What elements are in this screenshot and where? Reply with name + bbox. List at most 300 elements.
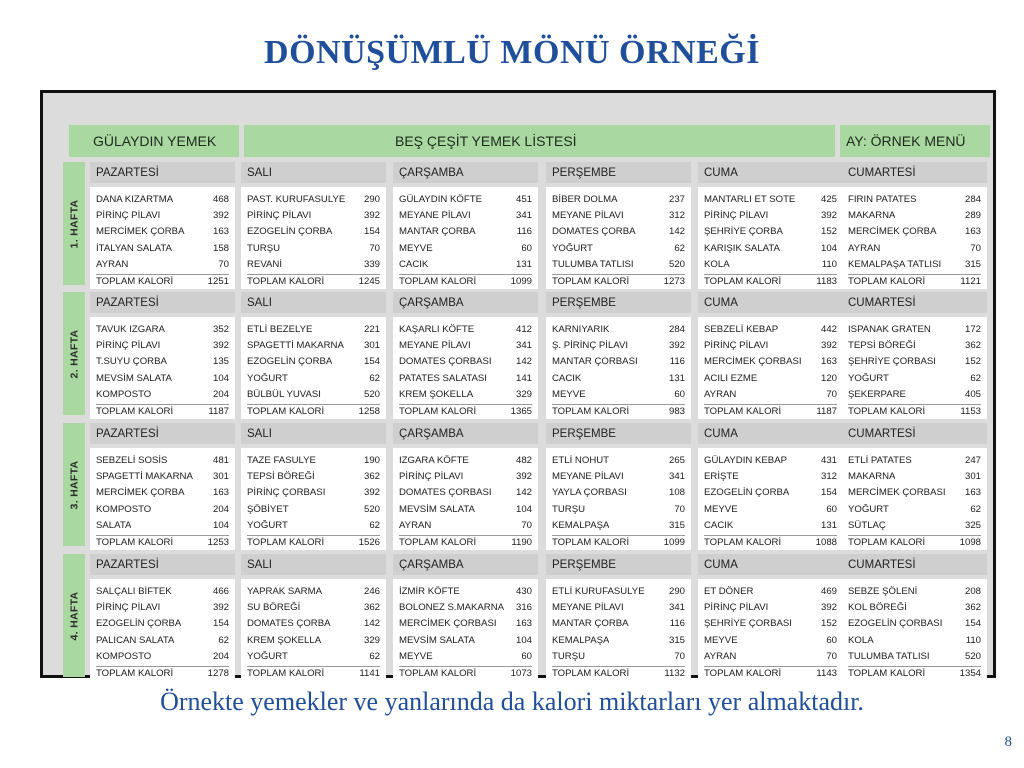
meal-name: KOLA bbox=[848, 634, 874, 646]
day-column bbox=[393, 554, 538, 680]
meal-item bbox=[704, 599, 837, 615]
meal-item bbox=[848, 191, 981, 207]
meal-item bbox=[704, 452, 837, 468]
meal-name: ETLİ KURUFASULYE bbox=[552, 585, 645, 597]
meal-item bbox=[247, 485, 380, 501]
meal-calories: 60 bbox=[826, 503, 837, 515]
meal-name: TULUMBA TATLISI bbox=[552, 259, 634, 271]
total-calories-value: 1245 bbox=[358, 276, 380, 288]
meal-item bbox=[848, 599, 981, 615]
meal-name: PALICAN SALATA bbox=[96, 634, 175, 646]
meal-calories: 135 bbox=[212, 356, 229, 368]
meal-name: EZOGELİN ÇORBA bbox=[247, 356, 333, 368]
total-calories-label: TOPLAM KALORİ bbox=[848, 406, 926, 418]
meal-calories: 392 bbox=[212, 340, 229, 352]
meal-calories: 204 bbox=[212, 503, 229, 515]
meal-calories: 104 bbox=[515, 503, 532, 515]
meal-name: TURŞU bbox=[552, 651, 586, 663]
meal-item bbox=[704, 321, 837, 337]
meal-calories: 431 bbox=[820, 454, 837, 466]
week-block bbox=[63, 554, 987, 680]
day-meal-list bbox=[393, 579, 538, 681]
meal-item bbox=[552, 240, 685, 256]
week-label bbox=[63, 554, 85, 677]
meal-item bbox=[399, 387, 532, 403]
meal-calories: 158 bbox=[212, 242, 229, 254]
meal-calories: 312 bbox=[820, 471, 837, 483]
day-meal-list bbox=[698, 448, 843, 550]
day-column bbox=[842, 423, 987, 549]
meal-name: SPAGETTİ MAKARNA bbox=[96, 471, 193, 483]
meal-name: MERCİMEK ÇORBA bbox=[96, 487, 185, 499]
total-calories-row bbox=[399, 274, 532, 289]
total-calories-row bbox=[247, 274, 380, 289]
day-meal-list bbox=[241, 317, 386, 419]
day-column bbox=[241, 292, 386, 418]
day-name: ÇARŞAMBA bbox=[393, 423, 538, 444]
meal-item bbox=[552, 387, 685, 403]
meal-item bbox=[848, 518, 981, 534]
meal-item bbox=[247, 501, 380, 517]
meal-calories: 163 bbox=[964, 487, 981, 499]
meal-item bbox=[848, 207, 981, 223]
total-calories-value: 1278 bbox=[207, 668, 229, 680]
total-calories-value: 1183 bbox=[816, 276, 837, 288]
meal-calories: 392 bbox=[820, 340, 837, 352]
day-column bbox=[698, 554, 843, 680]
meal-calories: 70 bbox=[369, 242, 380, 254]
meal-name: MEYVE bbox=[704, 634, 738, 646]
meal-item bbox=[247, 370, 380, 386]
meal-calories: 62 bbox=[970, 372, 981, 384]
meal-item bbox=[399, 321, 532, 337]
meal-item bbox=[247, 257, 380, 273]
meal-calories: 329 bbox=[363, 634, 380, 646]
total-calories-row bbox=[96, 274, 229, 289]
meal-name: KEMALPAŞA TATLISI bbox=[848, 259, 942, 271]
meal-name: TEPSİ BÖREĞİ bbox=[848, 340, 916, 352]
meal-item bbox=[247, 599, 380, 615]
meal-item bbox=[704, 485, 837, 501]
meal-item bbox=[552, 599, 685, 615]
day-meal-list bbox=[393, 187, 538, 289]
meal-item bbox=[848, 321, 981, 337]
meal-calories: 520 bbox=[668, 259, 685, 271]
total-calories-value: 1143 bbox=[816, 668, 837, 680]
day-meal-list bbox=[241, 187, 386, 289]
day-meal-list bbox=[842, 579, 987, 681]
total-calories-label: TOPLAM KALORİ bbox=[552, 276, 630, 288]
meal-item bbox=[399, 257, 532, 273]
day-name: SALI bbox=[241, 554, 386, 575]
meal-calories: 301 bbox=[363, 340, 380, 352]
meal-item bbox=[848, 240, 981, 256]
meal-item bbox=[96, 321, 229, 337]
meal-calories: 163 bbox=[820, 356, 837, 368]
total-calories-row bbox=[848, 274, 981, 289]
meal-calories: 142 bbox=[515, 487, 532, 499]
day-name: CUMARTESİ bbox=[842, 554, 987, 575]
meal-name: MANTAR ÇORBASI bbox=[552, 356, 638, 368]
meal-calories: 392 bbox=[363, 210, 380, 222]
meal-name: YOĞURT bbox=[247, 372, 288, 384]
total-calories-row bbox=[552, 404, 685, 419]
meal-name: T.SUYU ÇORBA bbox=[96, 356, 167, 368]
meal-name: Ş. PİRİNÇ PİLAVI bbox=[552, 340, 629, 352]
meal-name: TAVUK IZGARA bbox=[96, 323, 165, 335]
day-name: CUMA bbox=[698, 292, 843, 313]
meal-calories: 362 bbox=[964, 340, 981, 352]
total-calories-label: TOPLAM KALORİ bbox=[399, 406, 477, 418]
meal-item bbox=[552, 501, 685, 517]
total-calories-label: TOPLAM KALORİ bbox=[848, 537, 926, 549]
day-meal-list bbox=[546, 317, 691, 419]
meal-calories: 430 bbox=[515, 585, 532, 597]
meal-name: KREM ŞOKELLA bbox=[247, 634, 322, 646]
meal-item bbox=[96, 387, 229, 403]
meal-calories: 392 bbox=[212, 602, 229, 614]
day-column bbox=[842, 162, 987, 288]
meal-item bbox=[704, 354, 837, 370]
meal-item bbox=[247, 224, 380, 240]
meal-name: CACIK bbox=[399, 259, 429, 271]
total-calories-label: TOPLAM KALORİ bbox=[848, 276, 926, 288]
meal-item bbox=[96, 452, 229, 468]
meal-item bbox=[96, 337, 229, 353]
meal-name: KEMALPAŞA bbox=[552, 634, 610, 646]
day-meal-list bbox=[90, 448, 235, 550]
meal-calories: 316 bbox=[515, 602, 532, 614]
meal-name: PATATES SALATASI bbox=[399, 372, 487, 384]
meal-name: KREM ŞOKELLA bbox=[399, 389, 474, 401]
total-calories-value: 1099 bbox=[510, 276, 532, 288]
meal-calories: 301 bbox=[964, 471, 981, 483]
meal-item bbox=[96, 501, 229, 517]
meal-item bbox=[704, 387, 837, 403]
meal-calories: 425 bbox=[820, 193, 837, 205]
meal-calories: 172 bbox=[964, 323, 981, 335]
meal-calories: 520 bbox=[363, 389, 380, 401]
day-column bbox=[90, 292, 235, 418]
meal-item bbox=[399, 224, 532, 240]
meal-calories: 392 bbox=[363, 487, 380, 499]
total-calories-label: TOPLAM KALORİ bbox=[247, 276, 325, 288]
total-calories-value: 1153 bbox=[960, 406, 981, 418]
total-calories-value: 1526 bbox=[358, 537, 380, 549]
meal-calories: 104 bbox=[515, 634, 532, 646]
week-block bbox=[63, 292, 987, 418]
total-calories-label: TOPLAM KALORİ bbox=[704, 668, 782, 680]
meal-calories: 341 bbox=[515, 210, 532, 222]
meal-name: MAKARNA bbox=[848, 471, 896, 483]
meal-item bbox=[552, 616, 685, 632]
meal-name: PİRİNÇ PİLAVI bbox=[704, 602, 769, 614]
meal-name: ACILI EZME bbox=[704, 372, 758, 384]
day-column bbox=[546, 423, 691, 549]
meal-name: ŞEHRİYE ÇORBASI bbox=[704, 618, 792, 630]
meal-item bbox=[399, 337, 532, 353]
meal-calories: 392 bbox=[820, 602, 837, 614]
meal-calories: 110 bbox=[965, 634, 981, 646]
meal-calories: 208 bbox=[964, 585, 981, 597]
total-calories-row bbox=[704, 404, 837, 419]
total-calories-row bbox=[704, 274, 837, 289]
meal-item bbox=[848, 370, 981, 386]
meal-name: YOĞURT bbox=[552, 242, 593, 254]
meal-item bbox=[96, 257, 229, 273]
meal-calories: 70 bbox=[826, 389, 837, 401]
total-calories-value: 983 bbox=[668, 406, 685, 418]
meal-name: PİRİNÇ PİLAVI bbox=[96, 340, 161, 352]
meal-item bbox=[247, 649, 380, 665]
meal-calories: 520 bbox=[363, 503, 380, 515]
day-name: PAZARTESİ bbox=[90, 423, 235, 444]
day-column bbox=[393, 292, 538, 418]
day-name: ÇARŞAMBA bbox=[393, 292, 538, 313]
total-calories-row bbox=[247, 535, 380, 550]
meal-calories: 163 bbox=[515, 618, 532, 630]
meal-item bbox=[704, 468, 837, 484]
total-calories-row bbox=[247, 666, 380, 681]
meal-calories: 62 bbox=[369, 372, 380, 384]
day-name: CUMA bbox=[698, 162, 843, 183]
day-name: PAZARTESİ bbox=[90, 554, 235, 575]
total-calories-row bbox=[848, 404, 981, 419]
meal-item bbox=[552, 354, 685, 370]
meal-item bbox=[399, 649, 532, 665]
meal-calories: 412 bbox=[515, 323, 532, 335]
meal-name: ŞEHRİYE ÇORBASI bbox=[848, 356, 936, 368]
week-label bbox=[63, 162, 85, 285]
day-column bbox=[546, 554, 691, 680]
meal-name: BÜLBÜL YUVASI bbox=[247, 389, 321, 401]
week-label-text: 4. HAFTA bbox=[68, 591, 80, 640]
meal-name: YOĞURT bbox=[848, 503, 889, 515]
day-meal-list bbox=[698, 579, 843, 681]
day-meal-list bbox=[546, 187, 691, 289]
meal-name: AYRAN bbox=[848, 242, 881, 254]
meal-calories: 315 bbox=[964, 259, 981, 271]
meal-item bbox=[704, 518, 837, 534]
total-calories-row bbox=[96, 404, 229, 419]
total-calories-value: 1098 bbox=[959, 537, 981, 549]
meal-calories: 392 bbox=[668, 340, 685, 352]
meal-name: SALÇALI BİFTEK bbox=[96, 585, 172, 597]
meal-calories: 116 bbox=[669, 356, 685, 368]
meal-item bbox=[96, 599, 229, 615]
total-calories-label: TOPLAM KALORİ bbox=[704, 537, 782, 549]
meal-name: ISPANAK GRATEN bbox=[848, 323, 931, 335]
meal-item bbox=[399, 207, 532, 223]
total-calories-value: 1187 bbox=[208, 406, 229, 418]
meal-item bbox=[552, 468, 685, 484]
meal-name: PİRİNÇ PİLAVI bbox=[96, 210, 161, 222]
meal-calories: 301 bbox=[212, 471, 229, 483]
day-column bbox=[698, 162, 843, 288]
meal-calories: 265 bbox=[668, 454, 685, 466]
meal-calories: 142 bbox=[515, 356, 532, 368]
meal-item bbox=[848, 649, 981, 665]
meal-item bbox=[399, 583, 532, 599]
meal-calories: 70 bbox=[826, 651, 837, 663]
meal-item bbox=[247, 207, 380, 223]
meal-calories: 341 bbox=[515, 340, 532, 352]
meal-name: MAKARNA bbox=[848, 210, 896, 222]
meal-calories: 120 bbox=[820, 372, 837, 384]
day-meal-list bbox=[90, 317, 235, 419]
meal-item bbox=[552, 224, 685, 240]
meal-name: MEVSİM SALATA bbox=[96, 372, 172, 384]
meal-item bbox=[704, 224, 837, 240]
day-column bbox=[393, 423, 538, 549]
meal-calories: 163 bbox=[964, 226, 981, 238]
day-meal-list bbox=[546, 448, 691, 550]
meal-calories: 325 bbox=[964, 520, 981, 532]
meal-item bbox=[704, 649, 837, 665]
meal-item bbox=[848, 387, 981, 403]
meal-calories: 154 bbox=[820, 487, 837, 499]
meal-item bbox=[552, 370, 685, 386]
meal-item bbox=[399, 354, 532, 370]
meal-name: MEYANE PİLAVI bbox=[399, 340, 471, 352]
meal-name: EZOGELİN ÇORBA bbox=[96, 618, 182, 630]
day-meal-list bbox=[698, 187, 843, 289]
meal-name: GÜLAYDIN KÖFTE bbox=[399, 193, 482, 205]
meal-calories: 315 bbox=[668, 634, 685, 646]
meal-name: KOLA bbox=[704, 259, 730, 271]
meal-item bbox=[704, 207, 837, 223]
meal-item bbox=[96, 224, 229, 240]
total-calories-row bbox=[552, 666, 685, 681]
day-meal-list bbox=[241, 448, 386, 550]
meal-item bbox=[552, 649, 685, 665]
meal-item bbox=[399, 518, 532, 534]
meal-item bbox=[848, 224, 981, 240]
meal-name: MEYVE bbox=[399, 242, 433, 254]
meal-item bbox=[247, 387, 380, 403]
total-calories-value: 1365 bbox=[510, 406, 532, 418]
meal-name: YAYLA ÇORBASI bbox=[552, 487, 627, 499]
meal-name: AYRAN bbox=[704, 389, 737, 401]
meal-item bbox=[399, 191, 532, 207]
meal-name: YOĞURT bbox=[848, 372, 889, 384]
meal-name: MANTARLI ET SOTE bbox=[704, 193, 796, 205]
meal-calories: 392 bbox=[820, 210, 837, 222]
meal-item bbox=[399, 501, 532, 517]
meal-calories: 104 bbox=[212, 520, 229, 532]
day-column bbox=[546, 162, 691, 288]
meal-name: MERCİMEK ÇORBASI bbox=[704, 356, 802, 368]
meal-item bbox=[399, 370, 532, 386]
meal-name: MANTAR ÇORBA bbox=[399, 226, 476, 238]
menu-header-middle: BEŞ ÇEŞİT YEMEK LİSTESİ bbox=[244, 125, 835, 157]
meal-item bbox=[704, 632, 837, 648]
page-number: 8 bbox=[1004, 734, 1012, 750]
meal-name: EZOGELİN ÇORBA bbox=[704, 487, 790, 499]
meal-calories: 62 bbox=[970, 503, 981, 515]
meal-item bbox=[247, 321, 380, 337]
meal-name: KARIŞIK SALATA bbox=[704, 242, 780, 254]
day-column bbox=[241, 162, 386, 288]
meal-name: SÜTLAÇ bbox=[848, 520, 886, 532]
meal-item bbox=[96, 485, 229, 501]
meal-item bbox=[552, 632, 685, 648]
meal-name: GÜLAYDIN KEBAP bbox=[704, 454, 787, 466]
day-meal-list bbox=[90, 579, 235, 681]
meal-name: SPAGETTİ MAKARNA bbox=[247, 340, 344, 352]
week-label bbox=[63, 292, 85, 415]
meal-item bbox=[247, 468, 380, 484]
meal-item bbox=[96, 616, 229, 632]
day-meal-list bbox=[546, 579, 691, 681]
meal-calories: 131 bbox=[820, 520, 837, 532]
meal-calories: 284 bbox=[668, 323, 685, 335]
total-calories-value: 1121 bbox=[960, 276, 981, 288]
meal-item bbox=[848, 257, 981, 273]
meal-item bbox=[848, 337, 981, 353]
total-calories-label: TOPLAM KALORİ bbox=[552, 537, 630, 549]
day-column bbox=[698, 292, 843, 418]
meal-name: PİRİNÇ PİLAVI bbox=[247, 210, 312, 222]
caption: Örnekte yemekler ve yanlarında da kalori miktarları yer almaktadır. bbox=[160, 687, 864, 716]
total-calories-value: 1088 bbox=[815, 537, 837, 549]
meal-name: ŞEKERPARE bbox=[848, 389, 906, 401]
total-calories-row bbox=[399, 666, 532, 681]
total-calories-value: 1132 bbox=[664, 668, 685, 680]
meal-name: KOMPOSTO bbox=[96, 503, 152, 515]
meal-item bbox=[552, 518, 685, 534]
meal-item bbox=[552, 337, 685, 353]
meal-name: TAZE FASULYE bbox=[247, 454, 316, 466]
total-calories-value: 1354 bbox=[959, 668, 981, 680]
meal-item bbox=[704, 501, 837, 517]
meal-name: SEBZELİ SOSİS bbox=[96, 454, 168, 466]
meal-calories: 60 bbox=[521, 651, 532, 663]
day-name: CUMARTESİ bbox=[842, 292, 987, 313]
meal-name: DOMATES ÇORBASI bbox=[399, 487, 492, 499]
total-calories-row bbox=[96, 666, 229, 681]
total-calories-label: TOPLAM KALORİ bbox=[96, 668, 174, 680]
day-meal-list bbox=[241, 579, 386, 681]
total-calories-label: TOPLAM KALORİ bbox=[96, 276, 174, 288]
meal-name: MEYVE bbox=[552, 389, 586, 401]
meal-item bbox=[247, 337, 380, 353]
meal-item bbox=[704, 240, 837, 256]
meal-calories: 62 bbox=[674, 242, 685, 254]
meal-name: BOLONEZ S.MAKARNA bbox=[399, 602, 505, 614]
meal-item bbox=[704, 257, 837, 273]
meal-calories: 62 bbox=[369, 651, 380, 663]
meal-item bbox=[552, 485, 685, 501]
meal-name: AYRAN bbox=[704, 651, 737, 663]
week-label-text: 2. HAFTA bbox=[68, 329, 80, 378]
meal-item bbox=[247, 354, 380, 370]
meal-name: MERCİMEK ÇORBA bbox=[848, 226, 937, 238]
meal-calories: 468 bbox=[212, 193, 229, 205]
day-meal-list bbox=[842, 317, 987, 419]
meal-item bbox=[704, 370, 837, 386]
meal-item bbox=[96, 518, 229, 534]
total-calories-label: TOPLAM KALORİ bbox=[96, 537, 174, 549]
meal-calories: 152 bbox=[820, 226, 837, 238]
meal-calories: 520 bbox=[964, 651, 981, 663]
meal-calories: 104 bbox=[212, 372, 229, 384]
meal-name: MEYANE PİLAVI bbox=[552, 210, 624, 222]
meal-calories: 116 bbox=[669, 618, 685, 630]
meal-name: MERCİMEK ÇORBASI bbox=[848, 487, 946, 499]
meal-item bbox=[704, 191, 837, 207]
meal-calories: 152 bbox=[964, 356, 981, 368]
